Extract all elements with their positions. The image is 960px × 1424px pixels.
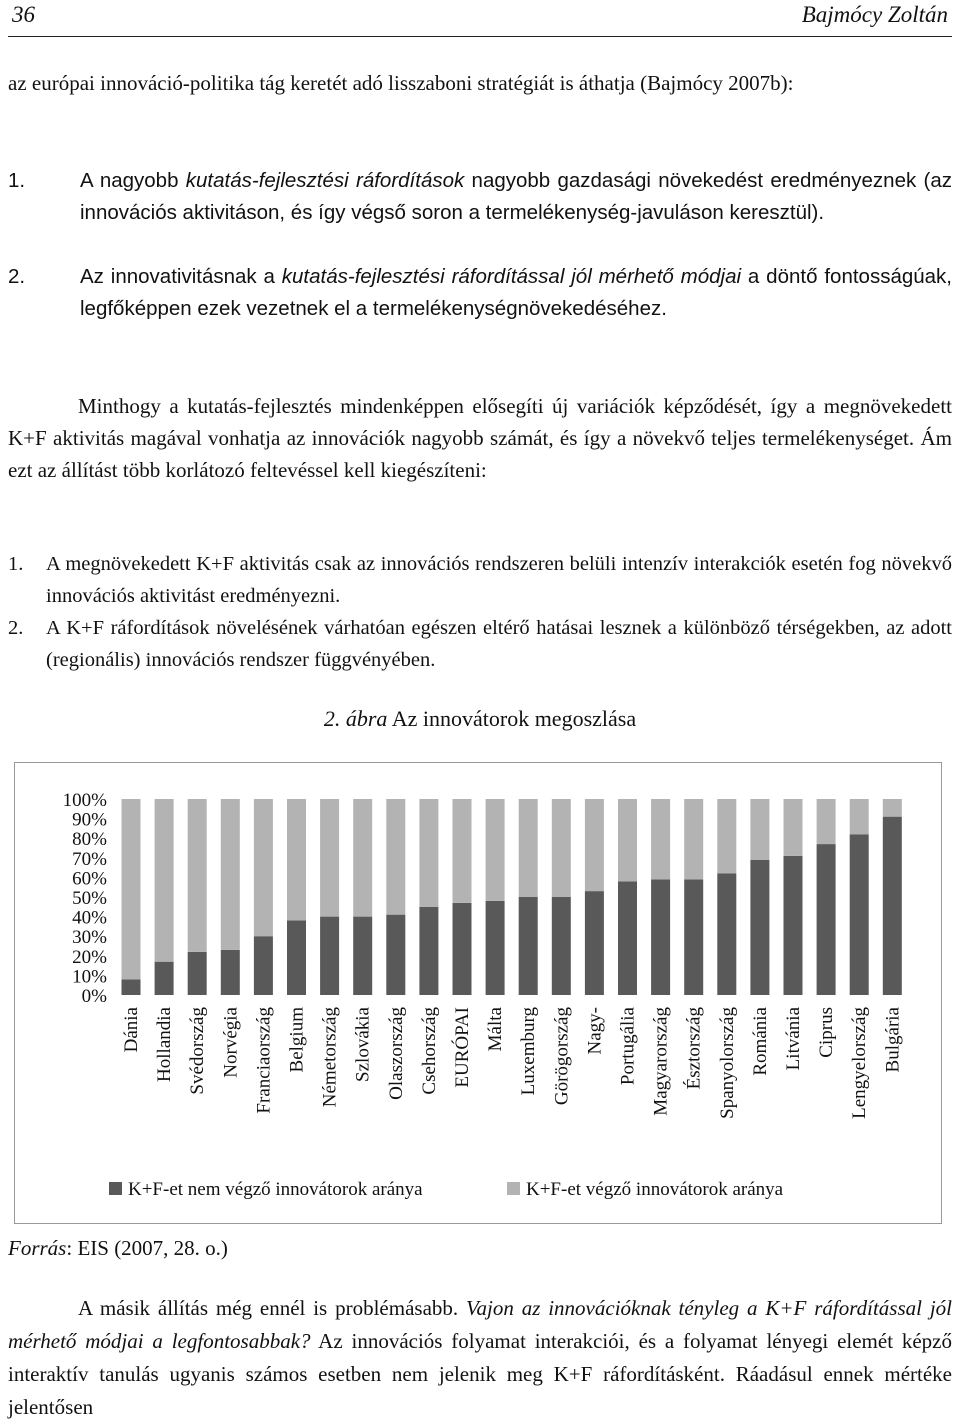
bar-segment-rnd xyxy=(155,799,174,962)
bar-segment-non-rnd xyxy=(287,921,306,995)
figure-source xyxy=(8,1236,228,1261)
y-tick-label: 50% xyxy=(72,888,107,909)
list-text: Az innovativitásnak a xyxy=(80,265,282,288)
paragraph-text: Az innovációs folyamat interakciói, és a folyamat lényegi elemét képző interaktív tanulás ugyanis számos esetben nem jelenik meg K+F ráfordításként. Ráadásul ennek mértéke jelentősen xyxy=(8,1329,952,1419)
y-tick-label: 20% xyxy=(72,946,107,968)
source-text: : EIS (2007, 28. o.) xyxy=(66,1236,228,1260)
list-emphasis: kutatás-fejlesztési ráfordítással jól mérhető módjai xyxy=(281,265,742,288)
x-tick-label: EURÓPAI xyxy=(452,1007,473,1088)
intro-paragraph: az európai innováció-politika tág keretét adó lisszaboni stratégiát is áthatja (Bajmócy 2007b): xyxy=(8,71,794,95)
legend-swatch xyxy=(109,1182,122,1195)
list-number: 2. xyxy=(8,265,26,288)
bar-segment-non-rnd xyxy=(784,856,803,995)
figure-title xyxy=(0,706,960,732)
x-axis-labels xyxy=(121,1006,903,1118)
list-text: A megnövekedett K+F aktivitás csak az innovációs rendszeren belüli intenzív interakciók esetén fog növekvő innovációs aktivitást eredményezni. xyxy=(46,553,952,607)
x-tick-label: Lengyelország xyxy=(849,1007,871,1119)
x-tick-label: Románia xyxy=(749,1007,771,1076)
bar-segment-rnd xyxy=(287,799,306,921)
y-tick-label: 10% xyxy=(72,966,107,988)
paragraph-text: Minthogy a kutatás-fejlesztés mindenképpen elősegíti új variációk képződését, így a megnövekedett K+F aktivitás magával vonhatja az innovációk nagyobb számát, és így a növekvő teljes termelékenységet. Ám ezt az állítást több korlátozó feltevéssel kell kiegészíteni: xyxy=(8,394,952,482)
list2-item-1 xyxy=(8,548,952,612)
bars xyxy=(122,799,902,995)
list-text: A nagyobb xyxy=(80,169,186,192)
chart-frame xyxy=(14,762,942,1224)
bar-segment-non-rnd xyxy=(883,817,902,995)
list-number: 2. xyxy=(8,617,24,639)
bar-segment-non-rnd xyxy=(353,917,372,995)
y-tick-label: 0% xyxy=(81,986,107,1007)
x-tick-label: Luxemburg xyxy=(518,1007,540,1096)
list-text: nagyobb gazdasági növekedést eredményeznek (az innovációs aktivitáson, és így végső soron a termelékenység-javuláson keresztül). xyxy=(80,169,952,224)
bar-segment-rnd xyxy=(552,799,571,897)
y-axis xyxy=(63,790,108,1007)
x-tick-label: Portugália xyxy=(617,1007,639,1086)
bar-segment-rnd xyxy=(784,799,803,856)
y-tick-label: 30% xyxy=(72,927,107,949)
legend-swatch xyxy=(507,1182,520,1195)
body-paragraph xyxy=(8,390,952,486)
bar-segment-non-rnd xyxy=(419,907,438,995)
bar-segment-non-rnd xyxy=(618,881,637,995)
y-tick-label: 60% xyxy=(72,868,107,890)
bar-segment-rnd xyxy=(585,799,604,891)
bar-segment-rnd xyxy=(221,799,240,950)
bar-segment-rnd xyxy=(850,799,869,834)
x-tick-label: Belgium xyxy=(286,1007,308,1073)
bar-segment-non-rnd xyxy=(320,917,339,995)
bar-segment-rnd xyxy=(817,799,836,844)
x-tick-label: Csehország xyxy=(418,1007,440,1095)
figure-caption: Az innovátorok megoszlása xyxy=(387,706,637,731)
bar-segment-rnd xyxy=(320,799,339,917)
list-text: a döntő fontosságúak, legfőképpen ezek vezetnek el a termelékenységnövekedéséhez. xyxy=(80,265,952,320)
bar-segment-non-rnd xyxy=(221,950,240,995)
bar-segment-non-rnd xyxy=(585,891,604,995)
list-text: A K+F ráfordítások növelésének várhatóan egészen eltérő hatásai lesznek a különböző térségekben, az adott (regionális) innovációs rendszer függvényében. xyxy=(46,617,952,671)
bar-segment-rnd xyxy=(883,799,902,817)
y-tick-label: 80% xyxy=(72,829,107,851)
y-tick-label: 70% xyxy=(72,848,107,870)
running-header xyxy=(8,0,952,37)
bar-segment-non-rnd xyxy=(188,952,207,995)
paragraph-emphasis: Vajon az innovációknak tényleg a K+F ráfordítással jól mérhető módjai a legfontosabbak? xyxy=(8,1296,952,1353)
x-tick-label: Spanyolország xyxy=(716,1007,738,1119)
bar-segment-non-rnd xyxy=(519,897,538,995)
x-tick-label: Bulgária xyxy=(882,1007,904,1073)
bar-segment-non-rnd xyxy=(552,897,571,995)
x-tick-label: Málta xyxy=(485,1007,507,1052)
bar-segment-rnd xyxy=(651,799,670,879)
x-tick-label: Szlovákia xyxy=(352,1007,374,1082)
bar-segment-non-rnd xyxy=(850,834,869,995)
x-tick-label: Németország xyxy=(319,1007,341,1108)
bar-segment-non-rnd xyxy=(651,879,670,995)
list-number: 1. xyxy=(8,553,24,575)
bar-segment-non-rnd xyxy=(155,962,174,995)
bar-segment-rnd xyxy=(453,799,472,903)
x-tick-label: Nagy- xyxy=(584,1007,606,1055)
bar-segment-non-rnd xyxy=(717,873,736,995)
bar-segment-non-rnd xyxy=(254,936,273,995)
x-tick-label: Svédország xyxy=(187,1007,209,1095)
x-tick-label: Litvánia xyxy=(783,1007,804,1071)
bar-segment-non-rnd xyxy=(386,915,405,995)
bar-segment-rnd xyxy=(254,799,273,936)
legend-label: K+F-et végző innovátorok aránya xyxy=(526,1179,784,1200)
x-tick-label: Norvégia xyxy=(220,1007,242,1078)
closing-paragraph xyxy=(8,1292,952,1424)
bar-segment-rnd xyxy=(618,799,637,881)
header-author: Bajmócy Zoltán xyxy=(801,2,948,27)
bar-segment-rnd xyxy=(519,799,538,897)
bar-segment-rnd xyxy=(717,799,736,873)
paragraph-text: A másik állítás még ennél is problémásabb. xyxy=(78,1296,466,1320)
x-tick-label: Hollandia xyxy=(154,1007,176,1082)
x-tick-label: Olaszország xyxy=(385,1007,407,1100)
list1-item-2 xyxy=(8,261,952,325)
bar-segment-non-rnd xyxy=(486,901,505,995)
list1-item-1 xyxy=(8,165,952,229)
bar-segment-rnd xyxy=(419,799,438,907)
list-emphasis: kutatás-fejlesztési ráfordítások xyxy=(185,169,465,192)
y-tick-label: 40% xyxy=(72,907,107,929)
bar-segment-rnd xyxy=(353,799,372,917)
x-tick-label: Észtország xyxy=(683,1007,705,1090)
list-number: 1. xyxy=(8,169,26,192)
bar-segment-non-rnd xyxy=(817,844,836,995)
bar-segment-rnd xyxy=(684,799,703,879)
bar-segment-non-rnd xyxy=(684,879,703,995)
bar-segment-rnd xyxy=(750,799,769,860)
list2-item-2 xyxy=(8,612,952,676)
x-tick-label: Franciaország xyxy=(253,1007,275,1114)
stacked-bar-chart xyxy=(15,763,941,1223)
x-tick-label: Dánia xyxy=(121,1007,142,1053)
y-tick-label: 100% xyxy=(62,790,107,811)
page-number: 36 xyxy=(12,2,35,27)
legend xyxy=(109,1179,784,1200)
bar-segment-non-rnd xyxy=(750,860,769,995)
bar-segment-rnd xyxy=(188,799,207,952)
bar-segment-non-rnd xyxy=(453,903,472,995)
source-label: Forrás xyxy=(8,1236,67,1260)
bar-segment-rnd xyxy=(486,799,505,901)
x-tick-label: Görögország xyxy=(551,1007,573,1106)
figure-label: 2. ábra xyxy=(323,706,388,731)
bar-segment-non-rnd xyxy=(122,979,141,995)
y-tick-label: 90% xyxy=(72,809,107,831)
bar-segment-rnd xyxy=(386,799,405,915)
x-tick-label: Ciprus xyxy=(816,1007,838,1058)
x-tick-label: Magyarország xyxy=(650,1007,672,1116)
legend-label: K+F-et nem végző innovátorok aránya xyxy=(128,1179,423,1200)
bar-segment-rnd xyxy=(122,799,141,979)
